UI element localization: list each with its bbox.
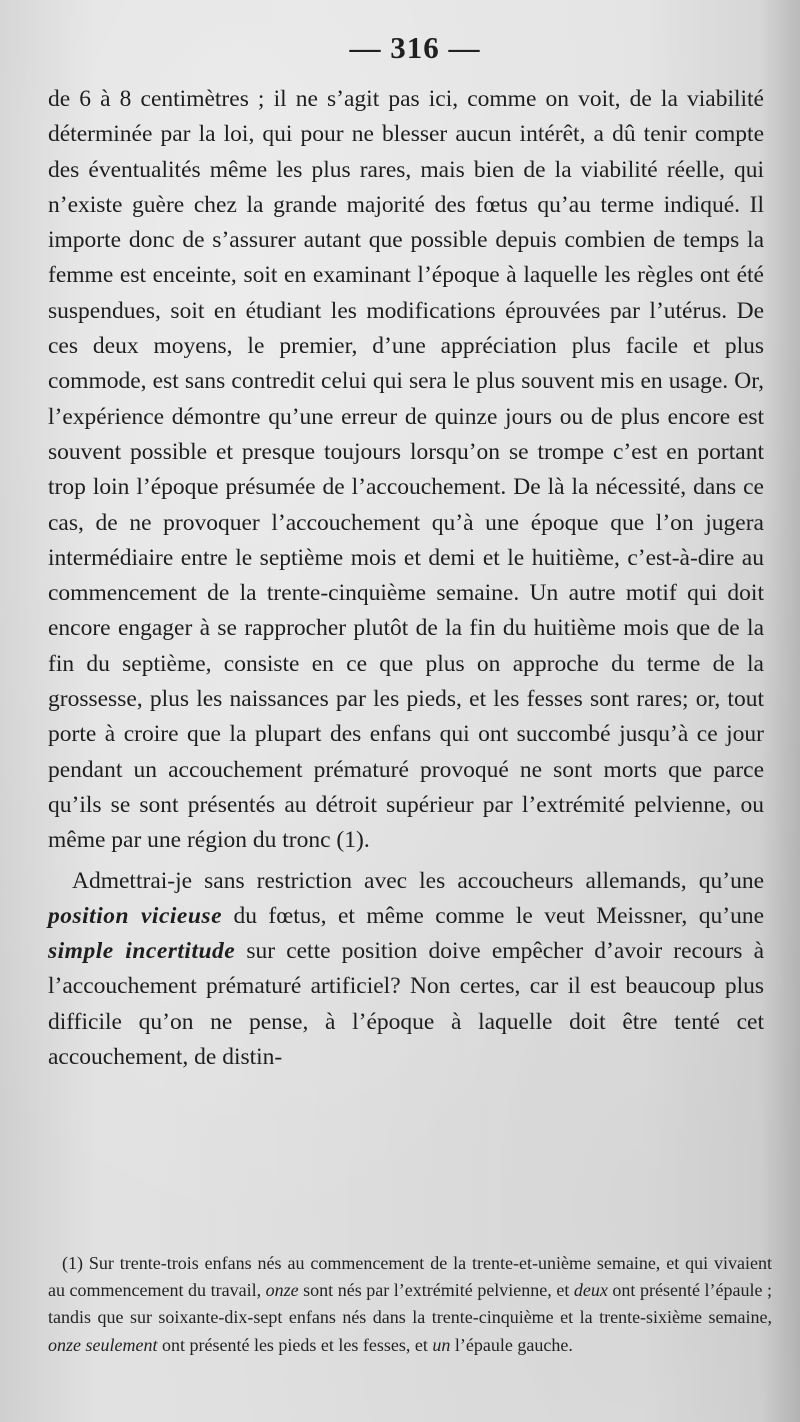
footnote-emphasis-2: deux — [573, 1280, 608, 1301]
paragraph-1: de 6 à 8 centimètres ; il ne s’agit pas ici, comme on voit, de la viabilité déterminée par la loi, qui pour ne blesser aucun intérêt, a dû tenir compte des éventualités même les plus rares, mais bien de la viabilité réelle, qui n’existe guère chez la grande majorité des fœtus qu’au terme indiqué. Il importe donc de s’assurer autant que possible depuis combien de temps la femme est enceinte, soit en examinant l’époque à laquelle les règles ont été suspendues, soit en étudiant les modifications éprouvées par l’utérus. De ces deux moyens, le premier, d’une appréciation plus facile et plus commode, est sans contredit celui qui sera le plus souvent mis en usage. Or, l’expérience démontre qu’une erreur de quinze jours ou de plus encore est souvent possible et presque toujours lorsqu’on se trompe c’est en portant trop loin l’époque présumée de l’accouchement. De là la nécessité, dans ce cas, de ne provoquer l’accouchement qu’à une époque que l’on jugera intermédiaire entre le septième mois et demi et le huitième, c’est-à-dire au commencement de la trente-cinquième semaine. Un autre motif qui doit encore engager à se rapprocher plutôt de la fin du huitième mois que de la fin du septième, consiste en ce que plus on approche du terme de la grossesse, plus les naissances par les pieds, et les fesses sont rares; or, tout porte à croire que la plupart des enfans qui ont succombé jusqu’à ce jour pendant un accouchement prématuré provoqué ne sont morts que parce qu’ils se sont présentés au détroit supérieur par l’extrémité pelvienne, ou même par une région du tronc (1). — [48, 86, 764, 854]
paragraph-2-text-2: du fœtus, et même comme le veut Meissner, qu’une — [222, 902, 765, 929]
paragraph-2-emphasis-2: simple incertitude — [48, 938, 236, 965]
footnote — [48, 1250, 772, 1359]
main-text — [48, 82, 764, 1075]
footnote-text-5: l’épaule gauche. — [450, 1334, 573, 1355]
paragraph-2-text-1: Admettrai-je sans restriction avec les accoucheurs allemands, qu’une — [72, 867, 764, 894]
footnote-1 — [48, 1250, 772, 1359]
footnote-text-2: sont nés par l’extrémité pelvienne, et — [298, 1280, 574, 1301]
paragraph-2 — [48, 864, 764, 1076]
footnote-text-1: (1) Sur trente-trois enfans nés au commencement de la trente-et-unième semaine, et qui vivaient au commencement du travail, — [48, 1253, 772, 1301]
footnote-emphasis-1: onze — [265, 1280, 299, 1301]
paragraph-2-text-3: sur cette position doive empêcher d’avoir recours à l’accouchement prématuré artificiel? Non certes, car il est beaucoup plus difficile qu’on ne pense, à l’époque à laquelle doit être tenté cet accouchement, de distin- — [48, 938, 764, 1071]
footnote-text-4: ont présenté les pieds et les fesses, et — [157, 1334, 433, 1355]
footnote-emphasis-4: un — [432, 1334, 451, 1355]
footnote-emphasis-3: onze seulement — [48, 1334, 158, 1355]
page-number: — 316 — — [349, 30, 481, 65]
paragraph-2-emphasis-1: position vicieuse — [48, 902, 223, 929]
footnote-text-3: ont présenté l’épaule ; tandis que sur soixante-dix-sept enfans nés dans la trente-cinquième et la trente-sixième semaine, — [48, 1280, 773, 1328]
